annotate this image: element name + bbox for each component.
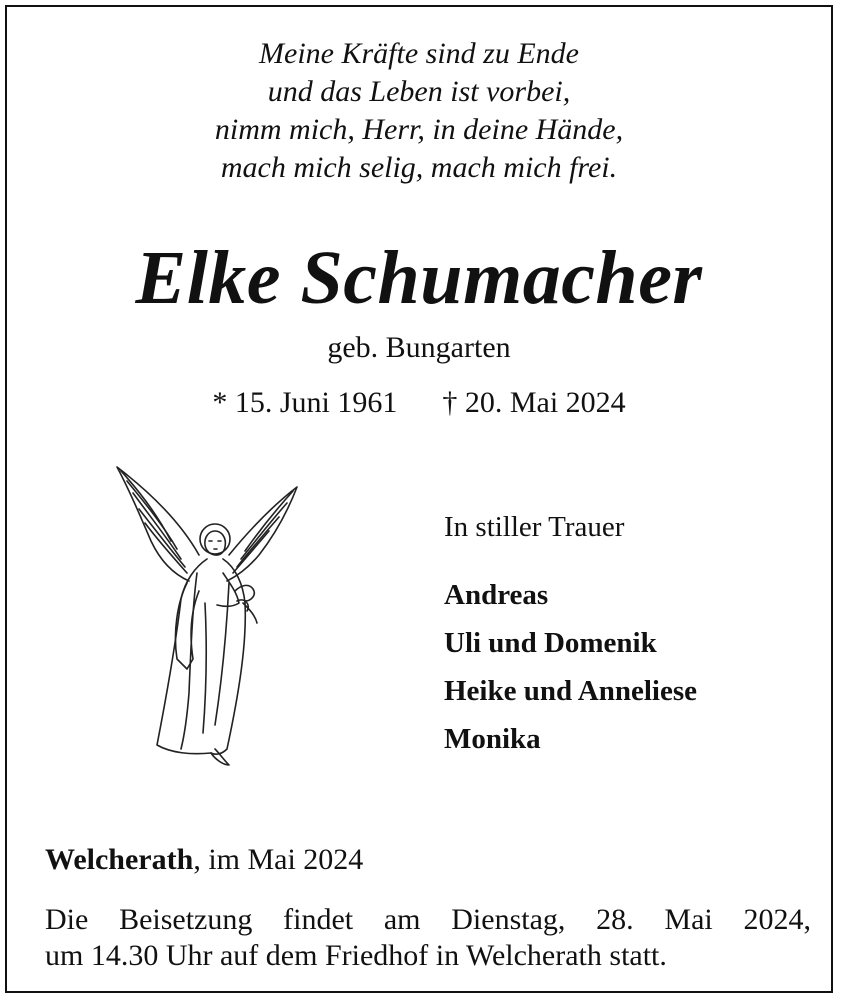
poem-line: und das Leben ist vorbei,	[267, 75, 571, 108]
mourning-intro: In stiller Trauer	[444, 511, 625, 543]
poem	[7, 35, 831, 187]
life-dates	[7, 385, 831, 421]
poem-line: nimm mich, Herr, in deine Hände,	[214, 113, 624, 146]
place-month: , im Mai 2024	[193, 843, 364, 876]
burial-line: Die Beisetzung findet am Dienstag, 28. Mai 2024,	[45, 903, 811, 936]
burial-notice	[45, 902, 811, 974]
angel-icon	[111, 463, 301, 773]
burial-line: um 14.30 Uhr auf dem Friedhof in Welcherath statt.	[45, 939, 667, 972]
place-date	[45, 841, 363, 879]
family-member: Monika	[444, 723, 541, 755]
poem-line: mach mich selig, mach mich frei.	[220, 151, 618, 184]
deceased-name: Elke Schumacher	[135, 236, 703, 320]
poem-line: Meine Kräfte sind zu Ende	[259, 37, 579, 70]
family-member: Heike und Anneliese	[444, 675, 697, 707]
place-town: Welcherath	[45, 843, 194, 876]
birth-name: geb. Bungarten	[327, 331, 511, 364]
birth-date: * 15. Juni 1961	[212, 386, 398, 419]
family-list	[444, 571, 697, 763]
obituary-frame	[5, 5, 833, 993]
family-member: Uli und Domenik	[444, 627, 657, 659]
family-member: Andreas	[444, 579, 549, 611]
death-date: † 20. Mai 2024	[442, 386, 626, 419]
